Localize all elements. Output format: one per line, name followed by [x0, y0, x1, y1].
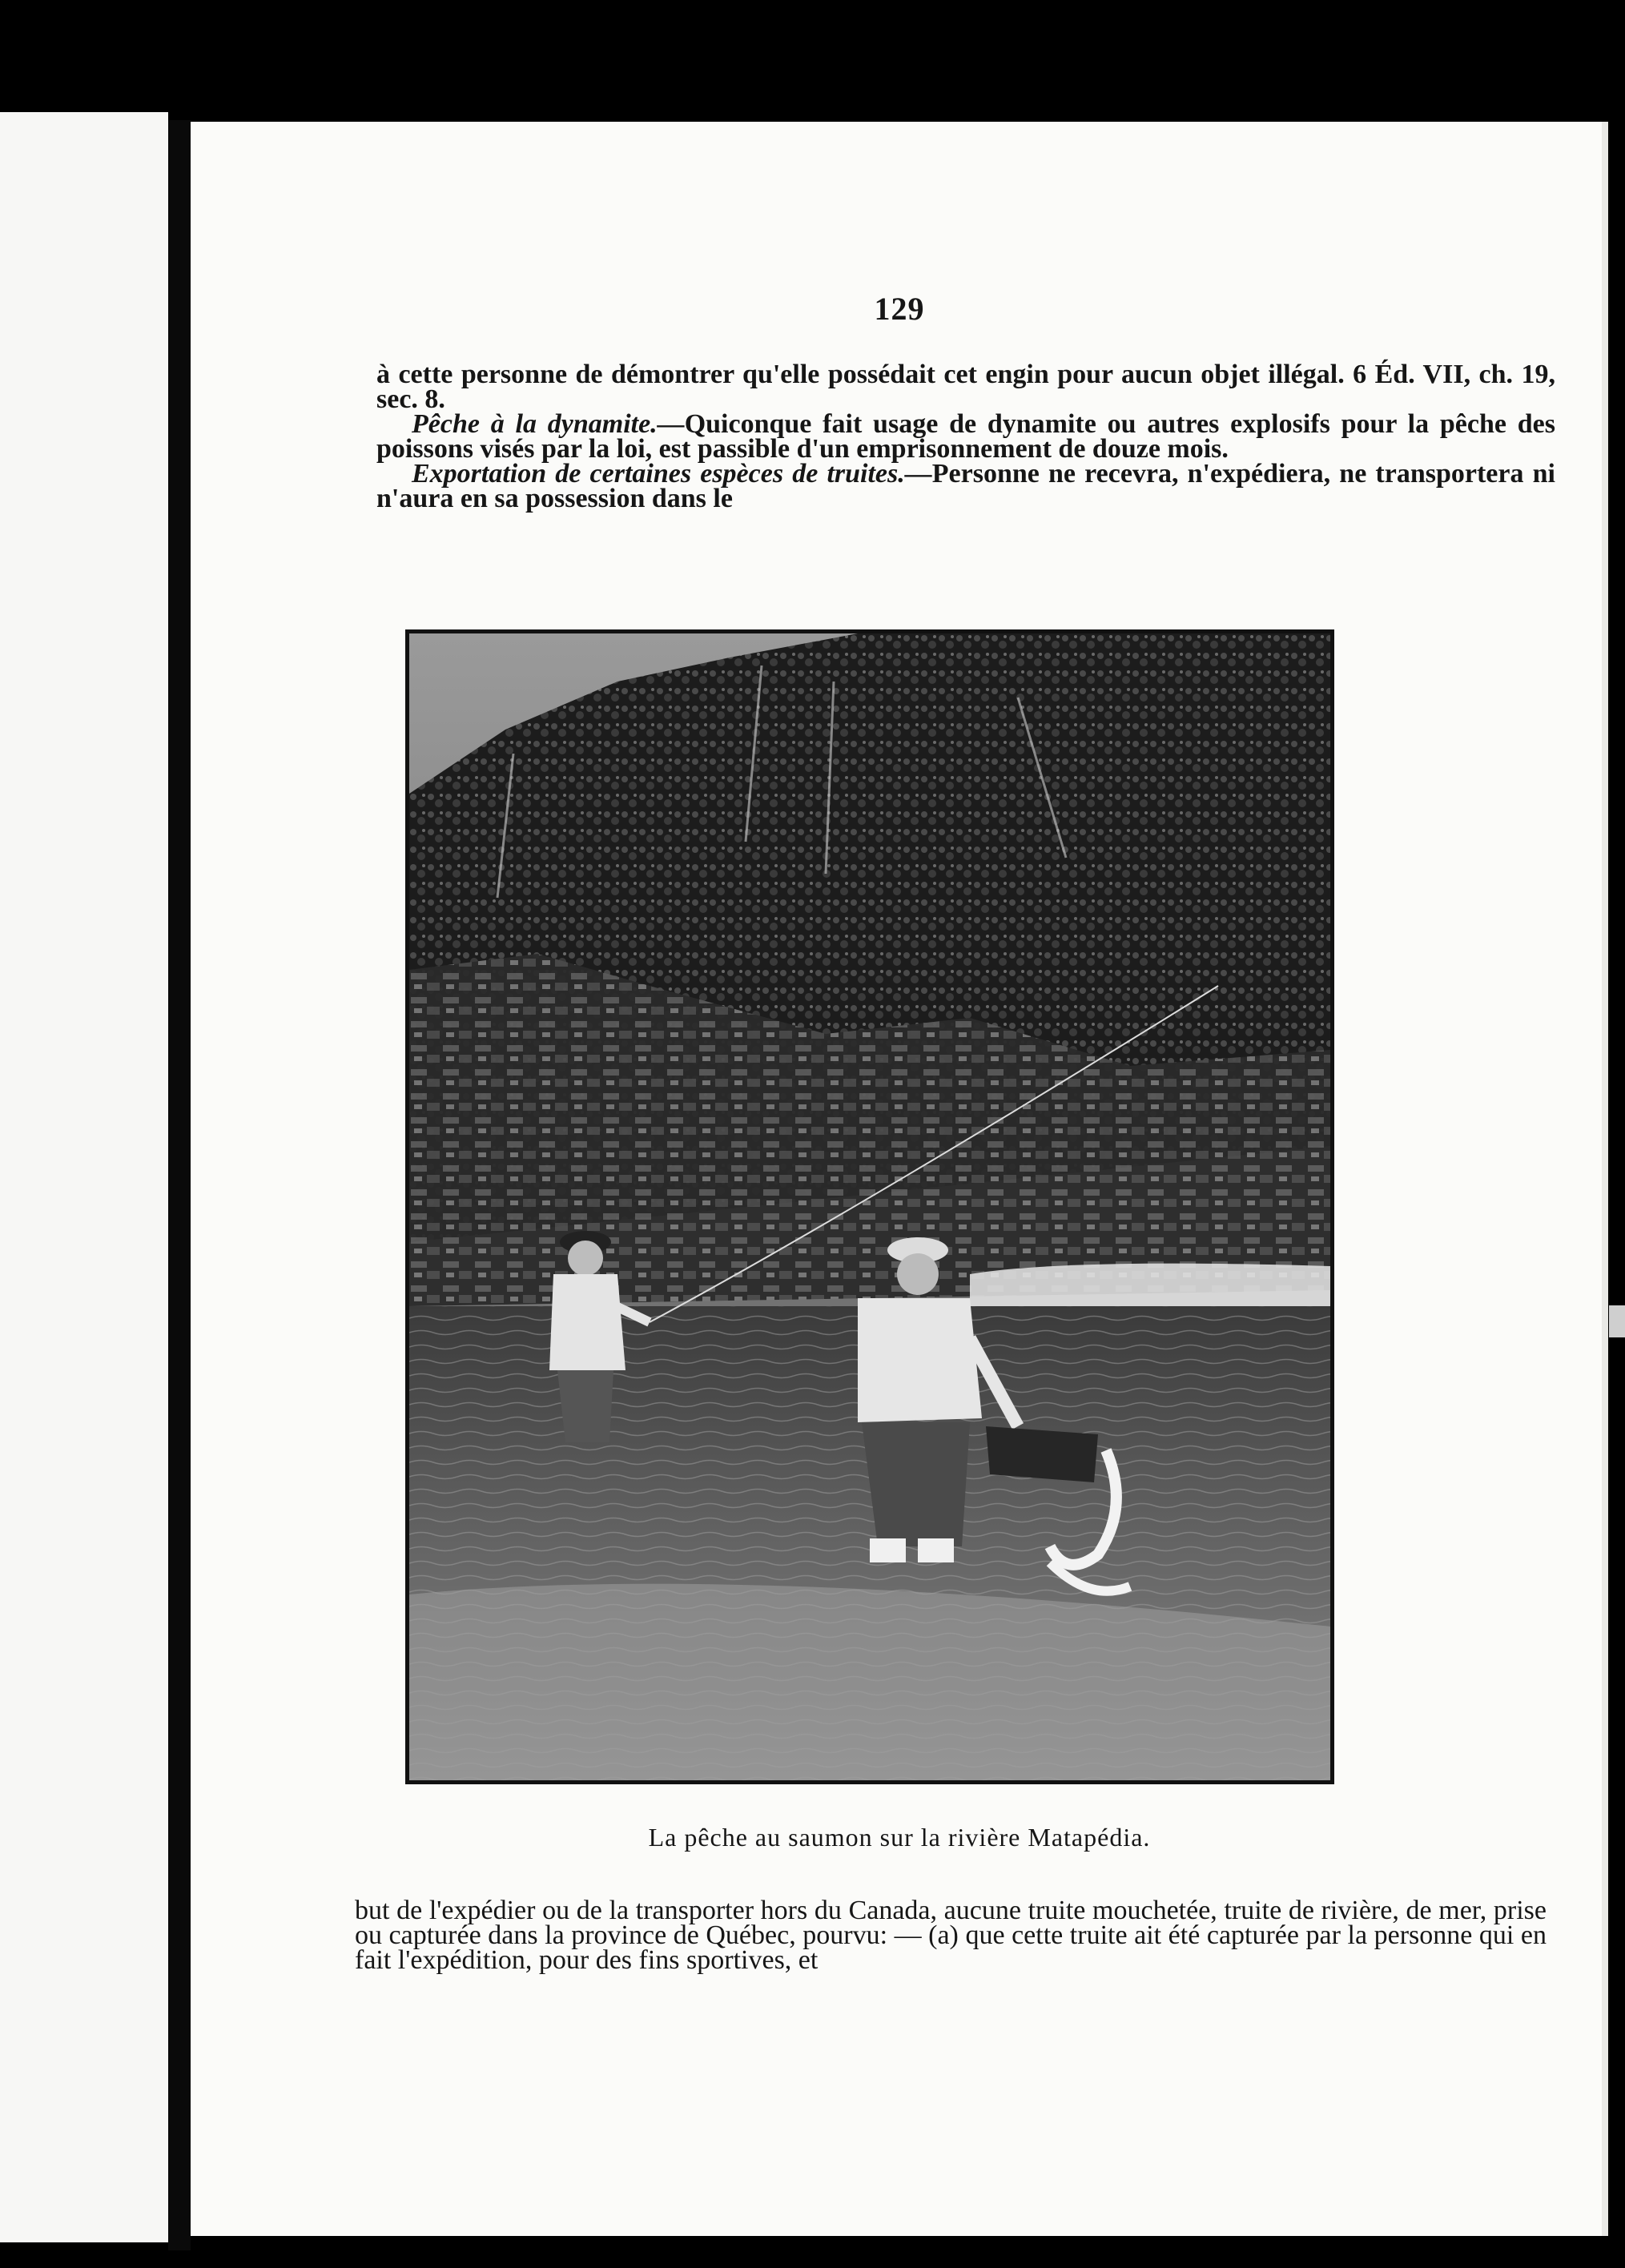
top-text-block [376, 362, 1555, 511]
book-gutter [168, 120, 191, 2250]
paragraph-continuation: à cette personne de démontrer qu'elle possédait cet engin pour aucun objet illégal. 6 Éd. VII, ch. 19, sec. 8. [376, 360, 1555, 414]
book-page [191, 122, 1608, 2236]
page-number: 129 [874, 291, 925, 327]
paragraph-export-body: Personne ne recevra, n'expédiera, ne transportera ni n'aura en sa possession dans le [376, 459, 1555, 513]
heading-dynamite: Pêche à la dynamite.— [412, 409, 685, 439]
scan-artifact [1609, 1305, 1625, 1337]
page-edge [1602, 122, 1608, 2236]
heading-export: Exportation de certaines espèces de truites.— [412, 459, 932, 489]
photo-caption: La pêche au saumon sur la rivière Matapédia. [648, 1823, 1151, 1852]
photo-illustration [409, 633, 1330, 1780]
bottom-text-block [355, 1896, 1547, 1975]
paragraph-export [376, 461, 1555, 511]
salmon-fishing-photo [405, 629, 1334, 1784]
left-facing-page [0, 112, 168, 2242]
paragraph-dynamite-body: Quiconque fait usage de dynamite ou autres explosifs pour la pêche des poissons visés par la loi, est passible d'un emprisonnement de douze mois. [376, 409, 1556, 464]
paragraph-bottom: but de l'expédier ou de la transporter hors du Canada, aucune truite mouchetée, truite de rivière, de mer, prise ou capturée dans la province de Québec, pourvu: — (a) que cette truite ait été capturée par la personne qui en fait l'expédition, pour des fins sportives, et [355, 1896, 1547, 1975]
paragraph-dynamite [376, 409, 1556, 464]
